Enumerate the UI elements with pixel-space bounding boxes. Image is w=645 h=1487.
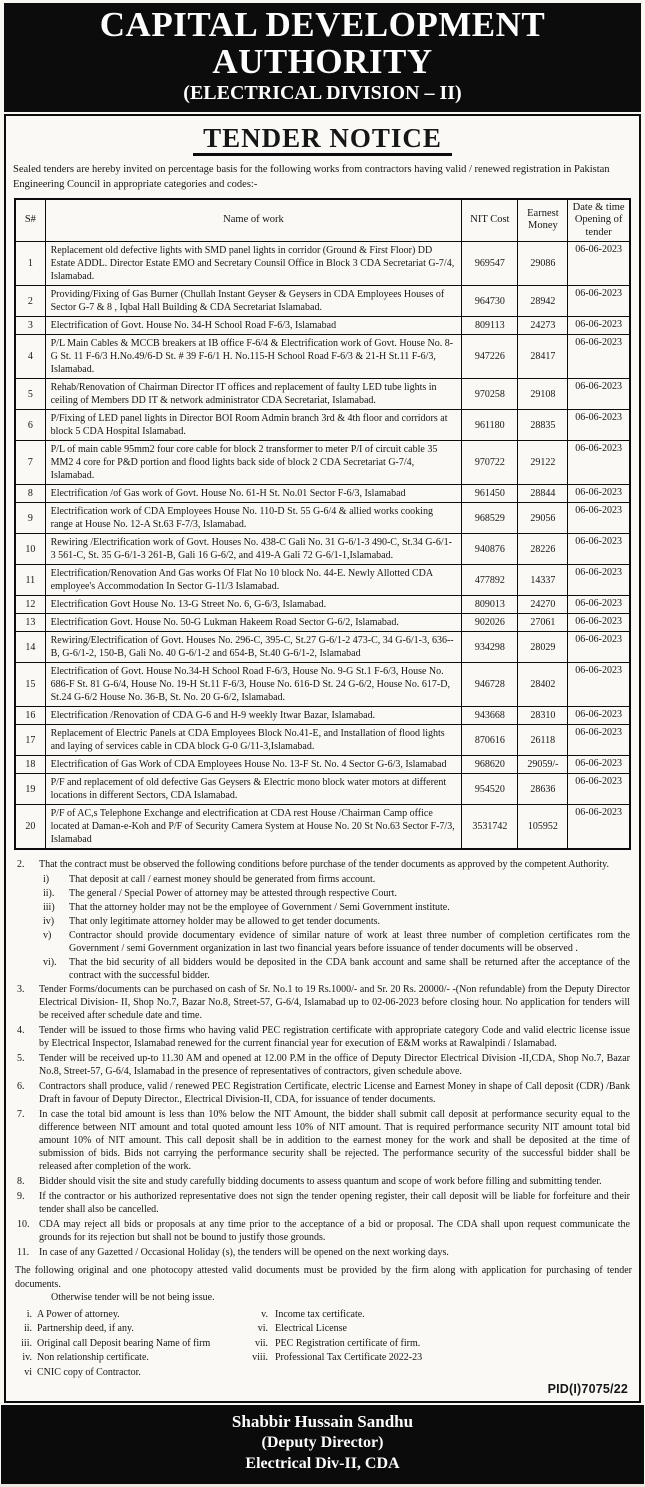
authority-title: CAPITAL DEVELOPMENT AUTHORITY [99, 5, 546, 81]
cell-opening-date: 06-06-2023 [568, 707, 630, 725]
condition-item [13, 1108, 632, 1173]
cell-earnest-money: 28310 [518, 707, 568, 725]
document-item [247, 1337, 632, 1352]
condition-item [13, 1190, 632, 1216]
table-row [15, 534, 630, 565]
cell-work-name: Rewiring /Electrification work of Govt. Houses No. 438-C Gali No. 31 G-6/1-3 490-C, St.34 G-6/1-3 561-C, St. 35 G-6/1-3 261-B, Gali 16 G-6/2, and 419-A Gali 72 G-6/1-1,Islamabad. [45, 534, 462, 565]
subitem-number: v) [43, 930, 52, 942]
table-row [15, 774, 630, 805]
notice-title: TENDER NOTICE [193, 124, 452, 157]
cell-opening-date: 06-06-2023 [568, 565, 630, 596]
cell-serial-number: 2 [15, 286, 45, 317]
cell-serial-number: 17 [15, 725, 45, 756]
condition-item [13, 1175, 632, 1188]
document-text: CNIC copy of Contractor. [37, 1366, 141, 1378]
cell-work-name: Electrification of Govt. House No. 34-H School Road F-6/3, Islamabad [45, 317, 462, 335]
cell-opening-date: 06-06-2023 [568, 725, 630, 756]
col-header-earnest: Earnest Money [518, 199, 568, 242]
document-number: v. [261, 1308, 268, 1320]
cell-nit-cost: 477892 [462, 565, 518, 596]
cell-serial-number: 9 [15, 503, 45, 534]
cell-earnest-money: 24273 [518, 317, 568, 335]
cell-nit-cost: 970258 [462, 379, 518, 410]
documents-note: The following original and one photocopy attested valid documents must be provided by the firm along with application for purchasing of tender documents. [15, 1265, 632, 1290]
table-row [15, 335, 630, 379]
condition-number: 7. [17, 1109, 25, 1121]
cell-work-name: Electrification of Gas Work of CDA Employees House No. 13-F St. No. 4 Sector G-6/3, Islamabad [45, 756, 462, 774]
condition-subitem [43, 915, 632, 928]
table-row [15, 441, 630, 485]
document-item [17, 1322, 247, 1337]
condition-text: If the contractor or his authorized representative does not sign the tender opening register, their call deposit will be liable for forfeiture and their tender shall also be cancelled. [39, 1191, 630, 1216]
signature-footer [1, 1405, 644, 1484]
tender-table [14, 198, 631, 851]
signatory-division: Electrical Div-II, CDA [245, 1455, 400, 1473]
cell-opening-date: 06-06-2023 [568, 242, 630, 286]
cell-work-name: P/L Main Cables & MCCB breakers at IB office F-6/4 & Electrification work of Govt. House No. 8-G St. 11 F-6/3 H.No.49/6-D St. # 39 F-6/1 H. No.115-H School Road F-6/3 & 21-H St.11 F-6/3, Islamabad. [45, 335, 462, 379]
condition-item [13, 1246, 632, 1259]
document-item [247, 1308, 632, 1323]
cell-work-name: Electrification Govt House No. 13-G Street No. 6, G-6/3, Islamabad. [45, 596, 462, 614]
cell-work-name: Electrification of Govt. House No.34-H School Road F-6/3, House No. 9-G St.1 F-6/3, House No. 686-F St. 81 G-6/4, House No. 19-H St.11 F-6/3, House No. 616-D St. 24 G-6/2, House No. 617-D, St.24 G-6/2 House No. 36-B, St. No. 20 G-6/2, Islamabad. [45, 663, 462, 707]
cell-serial-number: 10 [15, 534, 45, 565]
cell-opening-date: 06-06-2023 [568, 410, 630, 441]
subitem-text: That the bid security of all bidders would be deposited in the CDA bank account and same shall be returned after the acceptance of the contract with the successful bidder. [69, 957, 630, 982]
condition-item [13, 983, 632, 1022]
cell-opening-date: 06-06-2023 [568, 317, 630, 335]
table-row [15, 242, 630, 286]
condition-item [13, 858, 632, 871]
table-row [15, 565, 630, 596]
notice-title-wrap [11, 124, 634, 157]
document-number: iii. [21, 1337, 32, 1349]
condition-item [13, 1080, 632, 1106]
cell-nit-cost: 946728 [462, 663, 518, 707]
document-number: i. [26, 1308, 32, 1320]
cell-work-name: Rewiring/Electrification of Govt. Houses No. 296-C, 395-C, St.27 G-6/1-2 473-C, 34 G-6/1-3, 636--B, G-6/1-2, 150-B, Gali No. 40 G-6/1-2 and 654-B, St.40 G-6/1-2, Islamabad [45, 632, 462, 663]
condition-number: 5. [17, 1053, 25, 1065]
condition-text: In case the total bid amount is less than 10% below the NIT Amount, the bidder shall submit call deposit at performance security equal to the difference between NIT amount and total quoted amount less 10% of NIT amount. That is required performance security NIT amount total bid amount 10% of NIT amount. This call deposit shall be in addition to the earnest money for the work and shall be deposited at the time of submission of bids. Bids not carrying the performance security shall be rejected. The performance security of the successful bidder shall be released after completion of the work. [39, 1109, 630, 1173]
col-header-name: Name of work [45, 199, 462, 242]
cell-earnest-money: 26118 [518, 725, 568, 756]
cell-serial-number: 20 [15, 805, 45, 850]
cell-opening-date: 06-06-2023 [568, 379, 630, 410]
table-row [15, 503, 630, 534]
cell-work-name: P/F of AC,s Telephone Exchange and electrification at CDA rest House /Chairman Camp office located at Daman-e-Koh and P/F of Security Camera System at House No. 20 St No.63 Sector F-7/3, Islamabad [45, 805, 462, 850]
cell-serial-number: 7 [15, 441, 45, 485]
condition-subitem [43, 887, 632, 900]
condition-number: 10. [17, 1219, 30, 1231]
subitem-number: vi). [43, 957, 57, 969]
subitem-text: That the attorney holder may not be the employee of Government / Semi Government institute. [69, 902, 450, 914]
subitem-number: ii). [43, 888, 55, 900]
cell-nit-cost: 947226 [462, 335, 518, 379]
cell-work-name: Electrification work of CDA Employees House No. 110-D St. 55 G-6/4 & allied works cooking range at House No. 12-A St.63 F-7/3, Islamabad. [45, 503, 462, 534]
cell-nit-cost: 964730 [462, 286, 518, 317]
cell-opening-date: 06-06-2023 [568, 441, 630, 485]
cell-serial-number: 14 [15, 632, 45, 663]
tender-table-head [15, 199, 630, 242]
cell-serial-number: 18 [15, 756, 45, 774]
subitem-text: Contractor should provide documentary evidence of similar nature of work at least three number of completion certificates rom the Government / semi Government organization in last two financial years before issuance of tender documents will be observed . [69, 930, 630, 955]
col-header-nit: NIT Cost [462, 199, 518, 242]
cell-serial-number: 15 [15, 663, 45, 707]
documents-column-right [247, 1308, 632, 1381]
table-row [15, 632, 630, 663]
document-number: viii. [252, 1352, 268, 1364]
cell-opening-date: 06-06-2023 [568, 335, 630, 379]
cell-nit-cost: 809013 [462, 596, 518, 614]
cell-serial-number: 1 [15, 242, 45, 286]
cell-serial-number: 4 [15, 335, 45, 379]
condition-number: 6. [17, 1081, 25, 1093]
table-row [15, 725, 630, 756]
condition-subitem [43, 873, 632, 886]
cell-opening-date: 06-06-2023 [568, 756, 630, 774]
cell-opening-date: 06-06-2023 [568, 805, 630, 850]
cell-nit-cost: 968620 [462, 756, 518, 774]
cell-earnest-money: 28942 [518, 286, 568, 317]
document-text: A Power of attorney. [37, 1308, 120, 1320]
cell-nit-cost: 870616 [462, 725, 518, 756]
cell-serial-number: 19 [15, 774, 45, 805]
document-item [17, 1351, 247, 1366]
condition-item [13, 1052, 632, 1078]
table-row [15, 663, 630, 707]
cell-serial-number: 11 [15, 565, 45, 596]
condition-number: 11. [17, 1247, 30, 1259]
document-number: iv. [22, 1352, 32, 1364]
documents-note-line2: Otherwise tender will be not being issue. [51, 1292, 215, 1304]
document-text: Non relationship certificate. [37, 1352, 149, 1364]
cell-earnest-money: 27061 [518, 614, 568, 632]
tender-table-body [15, 242, 630, 850]
cell-earnest-money: 28417 [518, 335, 568, 379]
condition-item [13, 1218, 632, 1244]
condition-text: Tender will be received up-to 11.30 AM and opened at 12.00 P.M in the office of Deputy Director Electrical Division -II,CDA, Shop No.7, Bazar No.8, Street-57, G-6/4, Islamabad in the presence of representatives of contractors, given schedule above. [39, 1053, 630, 1078]
cell-opening-date: 06-06-2023 [568, 286, 630, 317]
documents-columns [11, 1307, 634, 1381]
cell-serial-number: 5 [15, 379, 45, 410]
table-row [15, 379, 630, 410]
cell-earnest-money: 28636 [518, 774, 568, 805]
table-row [15, 286, 630, 317]
cell-earnest-money: 29059/- [518, 756, 568, 774]
cell-nit-cost: 943668 [462, 707, 518, 725]
cell-serial-number: 13 [15, 614, 45, 632]
cell-earnest-money: 28844 [518, 485, 568, 503]
notice-body-frame [4, 114, 641, 1404]
condition-text: That the contract must be observed the following conditions before purchase of the tender documents as approved by the competent Authority. [39, 859, 610, 871]
cell-earnest-money: 29056 [518, 503, 568, 534]
cell-earnest-money: 14337 [518, 565, 568, 596]
cell-earnest-money: 28029 [518, 632, 568, 663]
cell-work-name: P/L of main cable 95mm2 four core cable for block 2 transformer to meter P/I of circuit cable 35 MM2 4 core for P&D portion and flood lights back side of block 2 CDA Secretariat G-7/4, Islamabad. [45, 441, 462, 485]
condition-subitem [43, 929, 632, 955]
cell-serial-number: 8 [15, 485, 45, 503]
cell-nit-cost: 970722 [462, 441, 518, 485]
cell-nit-cost: 968529 [462, 503, 518, 534]
cell-work-name: Replacement old defective lights with SMD panel lights in corridor (Ground & First Floor) DD Estate ADDL. Director Estate EMO and Secretary Counsil Office in Block 3 CDA Secretariat G-7/4, Islamabad. [45, 242, 462, 286]
condition-text: Bidder should visit the site and study carefully bidding documents to assess quantum and scope of work before filling and submitting tender. [39, 1176, 602, 1188]
document-item [247, 1351, 632, 1366]
document-item [247, 1322, 632, 1337]
cell-earnest-money: 105952 [518, 805, 568, 850]
subitem-text: That deposit at call / earnest money should be generated from firms account. [69, 874, 376, 886]
cell-earnest-money: 29122 [518, 441, 568, 485]
cell-work-name: P/Fixing of LED panel lights in Director BOI Room Admin branch 3rd & 4th floor and corridors at block 5 CDA Hospital Islamabad. [45, 410, 462, 441]
table-row [15, 317, 630, 335]
conditions-list [11, 856, 634, 1259]
cell-earnest-money: 28402 [518, 663, 568, 707]
cell-opening-date: 06-06-2023 [568, 663, 630, 707]
subitem-number: iii) [43, 902, 55, 914]
cell-nit-cost: 934298 [462, 632, 518, 663]
cell-earnest-money: 28835 [518, 410, 568, 441]
cell-nit-cost: 954520 [462, 774, 518, 805]
pid-number: PID(I)7075/22 [547, 1382, 628, 1397]
condition-number: 4. [17, 1025, 25, 1037]
cell-opening-date: 06-06-2023 [568, 534, 630, 565]
cell-work-name: Electrification Govt. House No. 50-G Lukman Hakeem Road Sector G-6/2, Islamabad. [45, 614, 462, 632]
condition-subitem [43, 901, 632, 914]
document-text: Income tax certificate. [275, 1308, 365, 1320]
signatory-title: (Deputy Director) [261, 1434, 384, 1452]
cell-earnest-money: 29086 [518, 242, 568, 286]
cell-serial-number: 12 [15, 596, 45, 614]
condition-text: Tender Forms/documents can be purchased on cash of Sr. No.1 to 19 Rs.1000/- and Sr. 20 Rs. 20000/- -(Non refundable) from the Deputy Director Electrical Division- II, Shop No.7, Bazar No.8, Street-57, G-6/4, Islamabad up to 02-06-2023 before closing hour. No application for tenders will be received after schedule date and time. [39, 984, 630, 1022]
col-header-sno: S# [15, 199, 45, 242]
table-row [15, 805, 630, 850]
signatory-name: Shabbir Hussain Sandhu [231, 1412, 414, 1432]
document-number: ii. [23, 1323, 32, 1335]
document-number: vi. [257, 1323, 268, 1335]
masthead [4, 3, 641, 112]
condition-subitem [43, 956, 632, 982]
table-row [15, 756, 630, 774]
document-item [17, 1308, 247, 1323]
document-text: Partnership deed, if any. [37, 1323, 134, 1335]
division-subtitle: (ELECTRICAL DIVISION – II) [183, 81, 462, 104]
table-row [15, 707, 630, 725]
table-row [15, 485, 630, 503]
cell-opening-date: 06-06-2023 [568, 503, 630, 534]
cell-nit-cost: 969547 [462, 242, 518, 286]
col-header-date: Date & time Opening of tender [568, 199, 630, 242]
cell-earnest-money: 28226 [518, 534, 568, 565]
document-text: PEC Registration certificate of firm. [275, 1337, 421, 1349]
condition-text: Tender will be issued to those firms who having valid PEC registration certificate with appropriate category Code and valid electric license issue by Electrical Inspector, Islamabad renewed for the current financial year for execution of E&M works at Rawalpindi / Islamabad. [39, 1025, 630, 1050]
subitem-number: i) [43, 874, 50, 886]
cell-work-name: Providing/Fixing of Gas Burner (Chullah Instant Geyser & Geysers in CDA Employees Houses of Sector G-7 & 8 , Iqbal Hall Building & CDA Secretariat Islamabad. [45, 286, 462, 317]
condition-item [13, 1024, 632, 1050]
subitem-text: That only legitimate attorney holder may be allowed to get tender documents. [69, 916, 381, 928]
cell-opening-date: 06-06-2023 [568, 774, 630, 805]
cell-opening-date: 06-06-2023 [568, 596, 630, 614]
cell-opening-date: 06-06-2023 [568, 614, 630, 632]
condition-text: Contractors shall produce, valid / renewed PEC Registration Certificate, electric License and Earnest Money in shape of Call deposit (CDR) /Bank Draft in favour of Deputy Director., Electrical Division-II, CDA, for issuance of tender documents. [39, 1081, 630, 1106]
cell-nit-cost: 902026 [462, 614, 518, 632]
cell-serial-number: 6 [15, 410, 45, 441]
cell-nit-cost: 961450 [462, 485, 518, 503]
documents-column-left [17, 1308, 247, 1381]
cell-nit-cost: 961180 [462, 410, 518, 441]
document-number: vi [24, 1366, 32, 1378]
cell-work-name: Electrification /Renovation of CDA G-6 and H-9 weekly Itwar Bazar, Islamabad. [45, 707, 462, 725]
condition-number: 3. [17, 984, 25, 996]
cell-work-name: Replacement of Electric Panels at CDA Employees Block No.41-E, and Installation of flood lights and laying of services cable in CDA block G-0 G/11-3,Islamabad. [45, 725, 462, 756]
document-text: Electrical License [275, 1323, 347, 1335]
table-header-row [15, 199, 630, 242]
cell-opening-date: 06-06-2023 [568, 485, 630, 503]
cell-nit-cost: 940876 [462, 534, 518, 565]
document-item [17, 1337, 247, 1352]
table-row [15, 596, 630, 614]
document-item [17, 1366, 247, 1381]
cell-nit-cost: 809113 [462, 317, 518, 335]
cell-opening-date: 06-06-2023 [568, 632, 630, 663]
condition-number: 9. [17, 1191, 25, 1203]
cell-earnest-money: 29108 [518, 379, 568, 410]
document-number: vii. [254, 1337, 268, 1349]
table-row [15, 410, 630, 441]
condition-text: In case of any Gazetted / Occasional Holiday (s), the tenders will be opened on the next working days. [39, 1247, 449, 1259]
condition-text: CDA may reject all bids or proposals at any time prior to the acceptance of a bid or proposal. The CDA shall upon request communicate the grounds for its rejection but shall not be bound to justify those grounds. [39, 1219, 630, 1244]
cell-work-name: Electrification /of Gas work of Govt. House No. 61-H St. No.01 Sector F-6/3, Islamabad [45, 485, 462, 503]
subitem-text: The general / Special Power of attorney may be attested through respective Court. [69, 888, 397, 900]
document-text: Original call Deposit bearing Name of firm [37, 1337, 211, 1349]
cell-serial-number: 16 [15, 707, 45, 725]
condition-number: 8. [17, 1176, 25, 1188]
cell-work-name: P/F and replacement of old defective Gas Geysers & Electric mono block water motors at different locations in different Sectors, CDA Islamabad. [45, 774, 462, 805]
condition-number: 2. [17, 859, 25, 871]
cell-nit-cost: 3531742 [462, 805, 518, 850]
cell-serial-number: 3 [15, 317, 45, 335]
cell-work-name: Rehab/Renovation of Chairman Director IT offices and replacement of faulty LED tube lights in ceiling of Members DD IT & network administrator CDA Secretariat, Islamabad. [45, 379, 462, 410]
intro-paragraph: Sealed tenders are hereby invited on percentage basis for the following works from contractors having valid / renewed registration in Pakistan Engineering Council in appropriate categories and codes:- [13, 164, 610, 190]
cell-earnest-money: 24270 [518, 596, 568, 614]
table-row [15, 614, 630, 632]
document-text: Professional Tax Certificate 2022-23 [275, 1352, 423, 1364]
subitem-number: iv) [43, 916, 55, 928]
cell-work-name: Electrification/Renovation And Gas works Of Flat No 10 block No. 44-E. Newly Allotted CDA employee's Accommodation In Sector G-11/3 Islamabad. [45, 565, 462, 596]
